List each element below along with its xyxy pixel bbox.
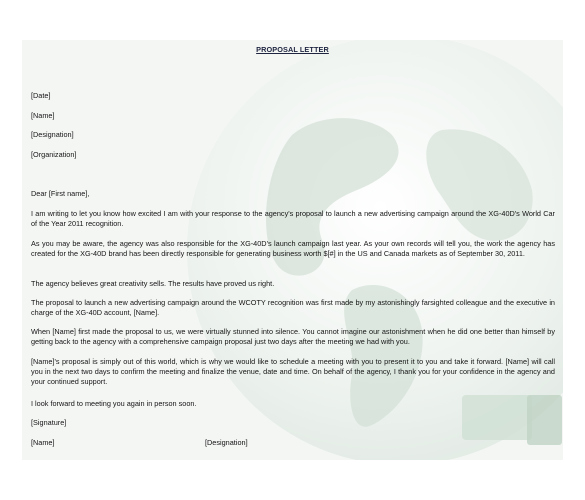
letter-page: [22, 40, 563, 460]
salutation: Dear [First name],: [31, 189, 90, 198]
paragraph-1: I am writing to let you know how excited I am with your response to the agency's proposal to launch a new advertising campaign around the XG-40D's World Car of the Year 2011 recognition.: [31, 209, 555, 228]
signature: [Signature]: [31, 418, 67, 427]
signer-name: [Name]: [31, 438, 55, 447]
letter-title: PROPOSAL LETTER: [256, 45, 329, 54]
signer-designation: [Designation]: [205, 438, 248, 447]
paragraph-3: The agency believes great creativity sells. The results have proved us right.: [31, 279, 275, 288]
letter-content: [22, 40, 563, 460]
recipient-designation: [Designation]: [31, 130, 74, 139]
recipient-name: [Name]: [31, 111, 55, 120]
recipient-date: [Date]: [31, 91, 51, 100]
recipient-organization: [Organization]: [31, 150, 77, 159]
paragraph-6: [Name]'s proposal is simply out of this world, which is why we would like to schedule a meeting with you to present it to you and take it forward. [Name] will call you in the next two days to confirm the meeting and finalize the venue, date and time. On behalf of the agency, I thank you for your confidence in the agency and your continued support.: [31, 357, 555, 386]
paragraph-7: I look forward to meeting you again in person soon.: [31, 399, 197, 408]
paragraph-5: When [Name] first made the proposal to us, we were virtually stunned into silence. You cannot imagine our astonishment when he did one better than himself by getting back to the agency with a comprehensive campaign proposal just two days after the meeting we had with you.: [31, 327, 555, 346]
paragraph-2: As you may be aware, the agency was also responsible for the XG-40D's launch campaign last year. As your own records will tell you, the work the agency has created for the XG-40D brand has been directly responsible for generating business worth $[#] in the US and Canada markets as of September 30, 2011.: [31, 239, 555, 258]
paragraph-4: The proposal to launch a new advertising campaign around the WCOTY recognition was first made by my astonishingly farsighted colleague and the executive in charge of the XG-40D account, [Name].: [31, 298, 555, 317]
